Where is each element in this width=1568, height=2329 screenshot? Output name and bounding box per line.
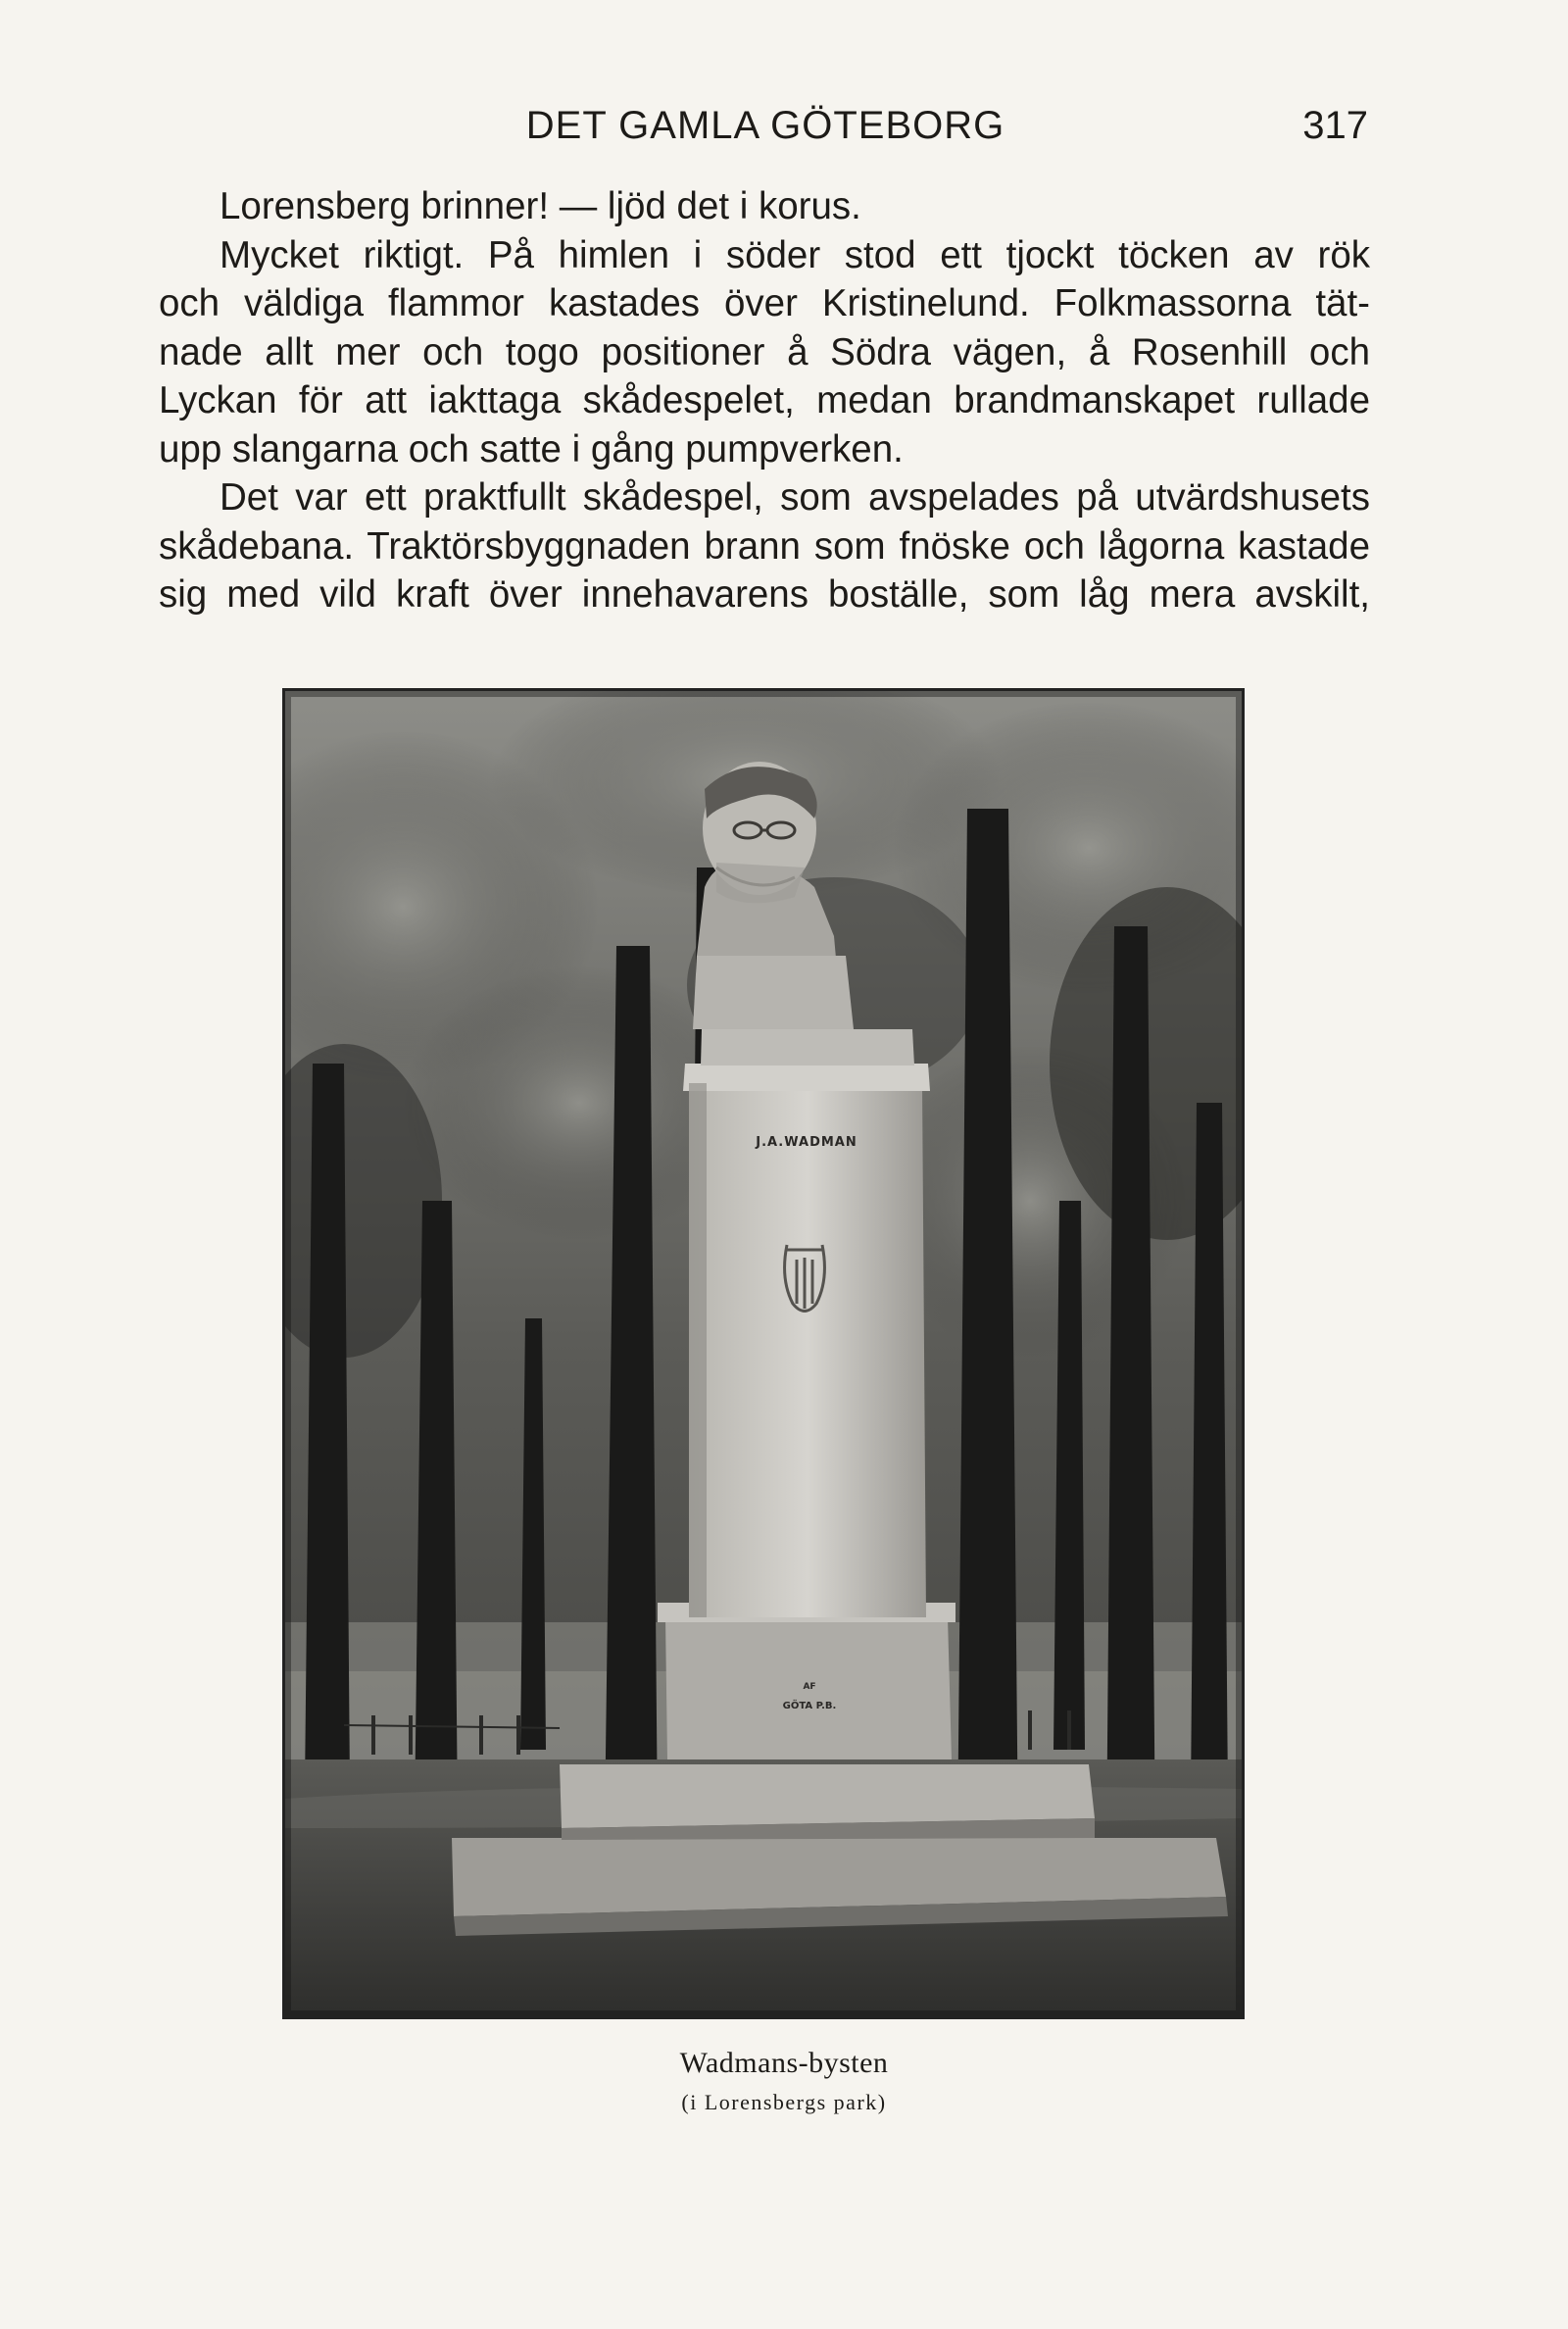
running-head	[163, 104, 1368, 155]
text-line: skådebana. Traktörsbyggnaden brann som fnöske och lågorna kastade	[159, 524, 1370, 568]
paragraph-2	[159, 231, 1370, 474]
caption-title: Wadmans-bysten	[679, 2047, 889, 2079]
body-text	[159, 182, 1370, 619]
inscription-base-line-1: AF	[803, 1682, 816, 1692]
page-number: 317	[1302, 104, 1368, 147]
running-title: DET GAMLA GÖTEBORG	[525, 104, 1005, 147]
text-line: Mycket riktigt. På himlen i söder stod ett tjockt töcken av rök	[220, 233, 1370, 276]
text-line: nade allt mer och togo positioner å Södra vägen, å Rosenhill och	[159, 330, 1370, 373]
inscription-base-line-2: GÖTA P.B.	[782, 1701, 837, 1711]
photograph-wadman-bust	[282, 688, 1245, 2019]
text-line: upp slangarna och satte i gång pumpverken.	[159, 427, 904, 471]
text-line: sig med vild kraft över innehavarens boställe, som låg mera avskilt,	[159, 573, 1370, 616]
photo-illustration	[285, 691, 1242, 2016]
inscription-name: J.A.WADMAN	[756, 1135, 858, 1150]
paragraph-1	[159, 182, 1370, 231]
caption-subtitle: (i Lorensbergs park)	[681, 2090, 887, 2114]
text-line: Lyckan för att iakttaga skådespelet, medan brandmanskapet rullade	[159, 379, 1370, 421]
figure-caption	[549, 2047, 1019, 2115]
text-line: Det var ett praktfullt skådespel, som avspelades på utvärdshusets	[220, 476, 1370, 519]
text-line: Lorensberg brinner! — ljöd det i korus.	[220, 185, 861, 227]
text-line: och väldiga flammor kastades över Kristinelund. Folkmassorna tät-	[159, 282, 1370, 324]
paragraph-3	[159, 473, 1370, 619]
